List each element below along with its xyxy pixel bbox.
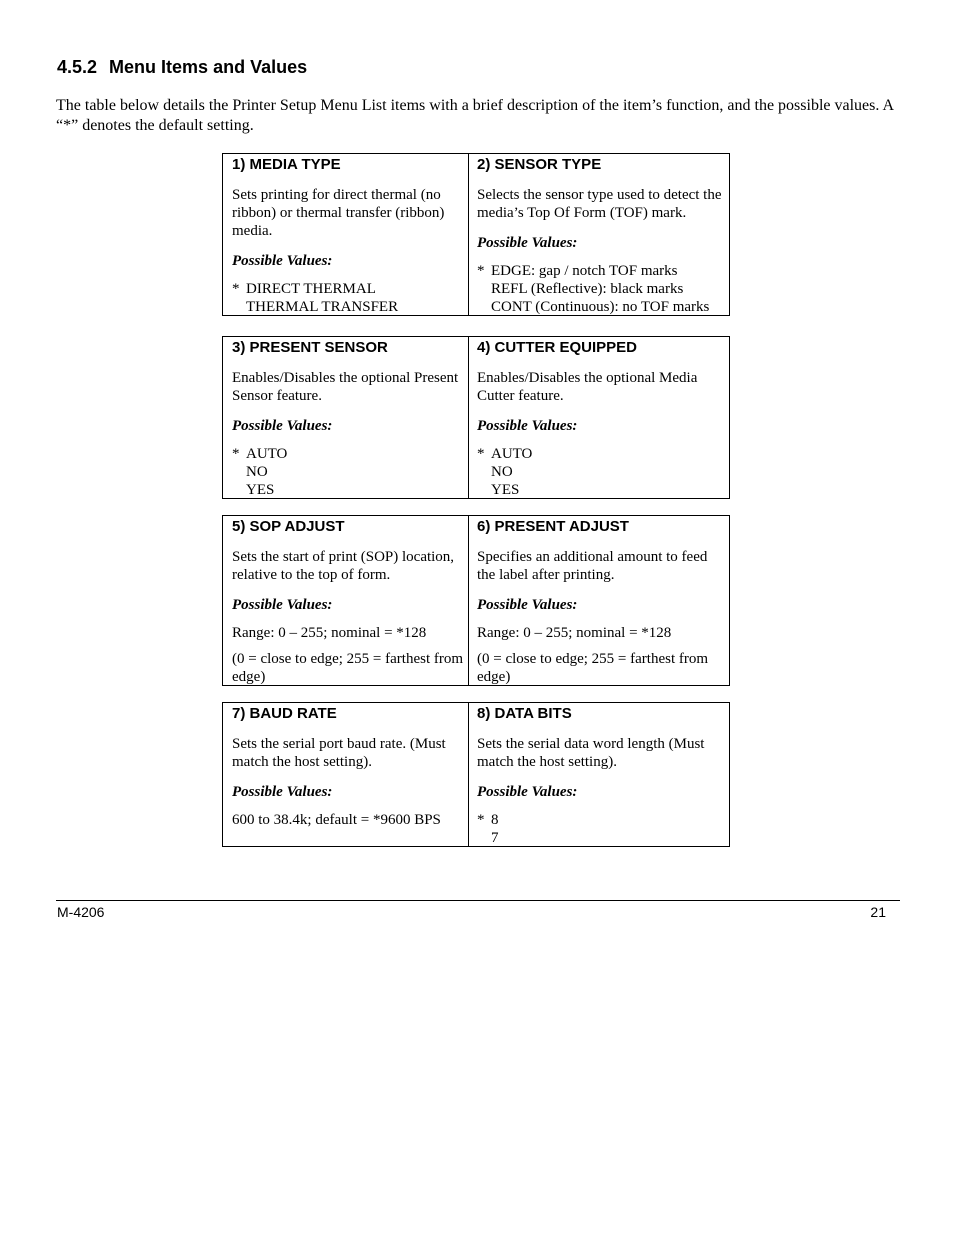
- section-title: Menu Items and Values: [109, 57, 308, 77]
- value-item: [232, 445, 464, 463]
- values-list: [232, 445, 464, 499]
- value-item: [477, 481, 727, 499]
- footer-divider: [56, 900, 900, 901]
- value-note: (0 = close to edge; 255 = farthest from edge): [477, 651, 709, 685]
- default-marker: *: [477, 812, 485, 828]
- intro-paragraph: The table below details the Printer Setup Menu List items with a brief description of the item’s function, and the possible values. A “*” denotes the default setting.: [56, 97, 894, 134]
- default-marker: [232, 481, 246, 499]
- values-list: [232, 280, 464, 316]
- possible-values-label: Possible Values:: [477, 418, 578, 434]
- section-heading: [57, 57, 307, 78]
- section-number: 4.5.2: [57, 57, 98, 77]
- menu-table-2: [222, 336, 730, 499]
- value-text: YES: [491, 482, 520, 498]
- menu-item-data-bits: [469, 703, 729, 846]
- default-marker: *: [477, 263, 485, 279]
- value-text: 8: [491, 812, 499, 828]
- value-range: Range: 0 – 255; nominal = *128: [477, 625, 672, 641]
- item-title: 1) MEDIA TYPE: [232, 156, 341, 173]
- value-item: [477, 298, 727, 316]
- footer-doc-id: M-4206: [57, 904, 105, 920]
- menu-item-present-adjust: [469, 516, 729, 685]
- item-description: Enables/Disables the optional Media Cutter feature.: [477, 370, 698, 404]
- value-range: 600 to 38.4k; default = *9600 BPS: [232, 812, 441, 828]
- value-range: Range: 0 – 255; nominal = *128: [232, 625, 427, 641]
- value-text: 7: [491, 830, 499, 846]
- default-marker: [477, 463, 491, 481]
- value-text: EDGE: gap / notch TOF marks: [491, 263, 678, 279]
- item-description: Specifies an additional amount to feed the label after printing.: [477, 549, 708, 583]
- value-text: AUTO: [246, 446, 288, 462]
- default-marker: [477, 298, 491, 316]
- item-title: 6) PRESENT ADJUST: [477, 518, 629, 535]
- default-marker: [477, 481, 491, 499]
- value-text: AUTO: [491, 446, 533, 462]
- menu-table-3: [222, 515, 730, 686]
- item-description: Sets the start of print (SOP) location, relative to the top of form.: [232, 549, 455, 583]
- menu-item-cutter-equipped: [469, 337, 729, 498]
- value-item: [477, 280, 727, 298]
- value-item: [477, 463, 727, 481]
- possible-values-label: Possible Values:: [232, 253, 333, 269]
- menu-item-present-sensor: [223, 337, 469, 498]
- possible-values-label: Possible Values:: [477, 784, 578, 800]
- menu-table-1: [222, 153, 730, 316]
- menu-item-sensor-type: [469, 154, 729, 315]
- values-list: [477, 811, 727, 847]
- default-marker: [477, 280, 491, 298]
- value-text: YES: [246, 482, 275, 498]
- possible-values-label: Possible Values:: [477, 235, 578, 251]
- possible-values-label: Possible Values:: [232, 784, 333, 800]
- values-list: [477, 262, 727, 316]
- default-marker: [232, 298, 246, 316]
- default-marker: [477, 829, 491, 847]
- item-title: 2) SENSOR TYPE: [477, 156, 602, 173]
- value-text: THERMAL TRANSFER: [246, 299, 399, 315]
- value-item: [477, 262, 727, 280]
- value-item: [232, 481, 464, 499]
- value-item: [477, 445, 727, 463]
- value-note: (0 = close to edge; 255 = farthest from edge): [232, 651, 464, 685]
- value-item: [477, 811, 727, 829]
- menu-table-4: [222, 702, 730, 847]
- value-text: NO: [246, 464, 268, 480]
- item-description: Enables/Disables the optional Present Sensor feature.: [232, 370, 459, 404]
- item-title: 4) CUTTER EQUIPPED: [477, 339, 638, 356]
- default-marker: *: [232, 281, 240, 297]
- possible-values-label: Possible Values:: [232, 418, 333, 434]
- menu-item-baud-rate: [223, 703, 469, 846]
- value-item: [232, 463, 464, 481]
- default-marker: [232, 463, 246, 481]
- item-title: 3) PRESENT SENSOR: [232, 339, 388, 356]
- item-description: Sets the serial port baud rate. (Must match the host setting).: [232, 736, 446, 770]
- item-title: 5) SOP ADJUST: [232, 518, 345, 535]
- item-description: Sets the serial data word length (Must match the host setting).: [477, 736, 705, 770]
- default-marker: *: [232, 446, 240, 462]
- value-text: REFL (Reflective): black marks: [491, 281, 684, 297]
- item-description: Sets printing for direct thermal (no ribbon) or thermal transfer (ribbon) media.: [232, 187, 445, 239]
- value-text: NO: [491, 464, 513, 480]
- value-item: [232, 298, 464, 316]
- value-item: [232, 280, 464, 298]
- value-text: DIRECT THERMAL: [246, 281, 376, 297]
- menu-item-media-type: [223, 154, 469, 315]
- footer-page-number: 21: [870, 904, 886, 920]
- value-item: [477, 829, 727, 847]
- value-text: CONT (Continuous): no TOF marks: [491, 299, 710, 315]
- item-description: Selects the sensor type used to detect the media’s Top Of Form (TOF) mark.: [477, 187, 722, 221]
- default-marker: *: [477, 446, 485, 462]
- menu-item-sop-adjust: [223, 516, 469, 685]
- values-list: [477, 445, 727, 499]
- item-title: 8) DATA BITS: [477, 705, 572, 722]
- possible-values-label: Possible Values:: [477, 597, 578, 613]
- possible-values-label: Possible Values:: [232, 597, 333, 613]
- item-title: 7) BAUD RATE: [232, 705, 337, 722]
